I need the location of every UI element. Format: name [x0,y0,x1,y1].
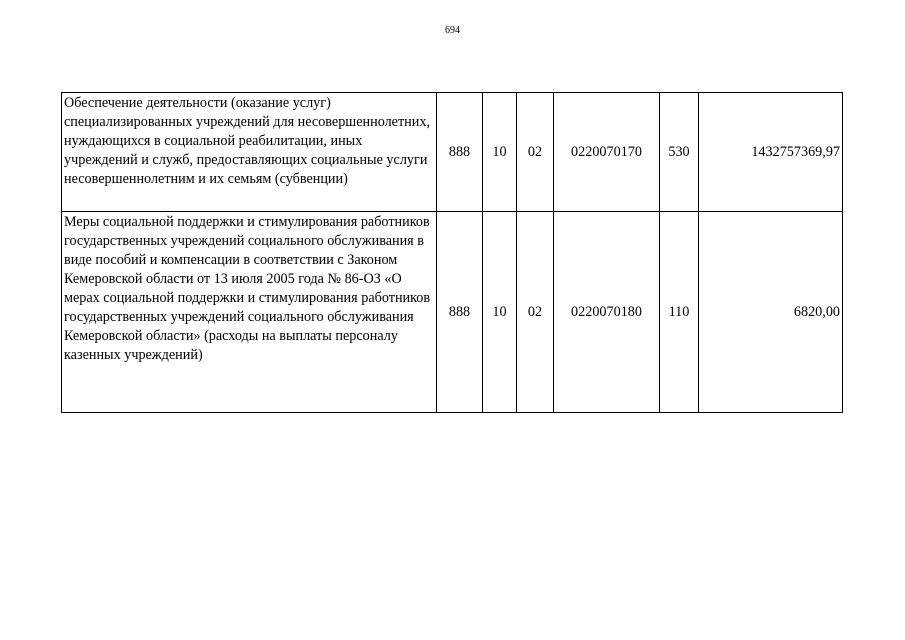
subsection-code: 02 [517,93,554,212]
table-row [62,212,843,413]
row-description: Меры социальной поддержки и стимулирования работников государственных учреждений социального обслуживания в виде пособий и компенсации в соответствии с Законом Кемеровской области от 13 июля 2005 года № 86-ОЗ «О мерах социальной поддержки и стимулирования работников государственных учреждений социального обслуживания Кемеровской области» (расходы на выплаты персоналу казенных учреждений) [62,212,437,413]
target-article-code: 0220070170 [554,93,660,212]
subsection-code: 02 [517,212,554,413]
expense-type-code: 110 [660,212,699,413]
row-description: Обеспечение деятельности (оказание услуг) специализированных учреждений для несовершеннолетних, нуждающихся в социальной реабилитации, иных учреждений и служб, предоставляющих социальные услуги несовершеннолетним и их семьям (субвенции) [62,93,437,212]
budget-table [61,92,843,413]
target-article-code: 0220070180 [554,212,660,413]
section-code: 10 [483,212,517,413]
amount-value: 6820,00 [699,212,843,413]
section-code: 10 [483,93,517,212]
table-row [62,93,843,212]
ministry-code: 888 [437,212,483,413]
expense-type-code: 530 [660,93,699,212]
ministry-code: 888 [437,93,483,212]
page-number: 694 [445,25,460,36]
amount-value: 1432757369,97 [699,93,843,212]
